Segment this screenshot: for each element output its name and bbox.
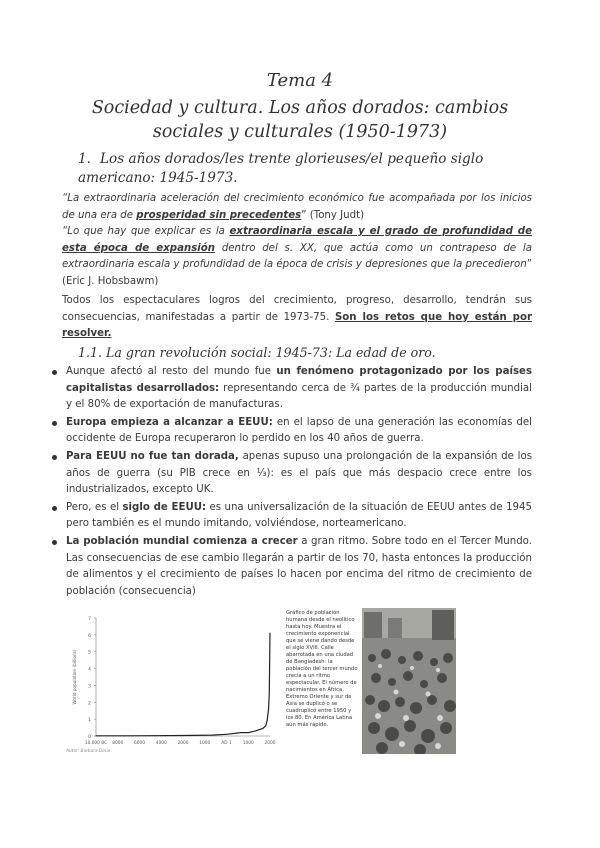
y-tick-label: 1	[88, 718, 91, 724]
x-tick-label: 8000	[112, 741, 124, 746]
section-number: 1.	[78, 151, 91, 167]
y-tick-label: 5	[88, 650, 91, 656]
document-title: Tema 4	[266, 70, 334, 91]
data-point	[226, 734, 227, 735]
quote-hobsbawm	[62, 224, 532, 290]
paragraph-emphasis: Son los retos que hoy están por resolver.	[62, 311, 532, 340]
y-tick-label: 4	[88, 667, 91, 673]
y-tick-label: 2	[88, 701, 91, 707]
x-tick-label: 2000	[177, 741, 189, 746]
data-point	[183, 735, 184, 736]
population-series-line	[96, 633, 270, 736]
quote-emphasis: extraordinaria escala y el grado de profundidad de esta época de expansión	[62, 226, 532, 254]
data-point	[269, 693, 270, 694]
data-point	[96, 735, 97, 736]
data-point	[248, 732, 249, 733]
quote-judt	[62, 191, 532, 224]
list-item: Aunque afectó al resto del mundo fue un fenómeno protagonizado por los países capitalistas desarrollados: representando cerca de ¾ partes de la producción mundial y el 80% de exportación de manufacturas.	[52, 364, 532, 414]
x-tick-label: 10.000 BC	[84, 741, 108, 746]
section-heading-1-1: 1.1. La gran revolución social: 1945-73: La edad de oro.	[78, 345, 436, 360]
data-point	[267, 720, 268, 721]
quote-author: ” (Eric J. Hobsbawm)	[62, 259, 532, 287]
y-tick-label: 0	[88, 735, 91, 740]
x-tick-label: 1000	[242, 741, 254, 746]
list-item: Para EEUU no fue tan dorada, apenas supuso una prolongación de la expansión de los años de guerra (su PIB crece en ⅓): es el país que más despacio crece entre los industrializados, excepto UK.	[52, 449, 532, 499]
section-title: Los años dorados/les trente glorieuses/el pequeño siglo americano: 1945-1973.	[78, 151, 484, 186]
figure-caption: Gráfico de población humana desde el neolítico hasta hoy. Muestra el crecimiento exponencial que se viene dando desde el siglo XVIII. Calle abarrotada en una ciudad de Bangladesh: la población del tercer mundo crecía a un ritmo espectacular. El número de nacimientos en África, Extremo Oriente y sur de Asia se duplicó o se cuadruplicó entre 1950 y los 80. En América Latina aún más rápido.	[286, 610, 358, 728]
x-tick-label: 4000	[155, 741, 167, 746]
x-tick-label: 6000	[134, 741, 145, 746]
x-tick-label: 1000	[199, 741, 211, 746]
chart-source: Autor: Barbara Dinar	[66, 749, 111, 754]
section-heading-1	[78, 150, 548, 188]
data-point	[125, 735, 126, 736]
y-axis-label: World population (billions)	[72, 649, 77, 705]
data-point	[270, 633, 271, 634]
intro-paragraph	[62, 293, 532, 343]
quote-emphasis: prosperidad sin precedentes	[136, 209, 302, 221]
population-chart	[64, 608, 280, 754]
quote-text: “La extraordinaria aceleración del crecimiento económico fue acompañada por los inicios de una era de	[62, 193, 532, 221]
paragraph-text: Todos los espectaculares logros del crecimiento, progreso, desarrollo, tendrán sus consecuencias, manifestadas a partir de 1973-75.	[62, 295, 532, 323]
document-subtitle: Sociedad y cultura. Los años dorados: cambios sociales y culturales (1950-1973)	[91, 98, 509, 142]
quote-author: ” (Tony Judt)	[301, 209, 365, 221]
data-point	[255, 730, 256, 731]
data-point	[241, 732, 242, 733]
bullet-list	[52, 364, 532, 601]
list-item: La población mundial comienza a crecer a gran ritmo. Sobre todo en el Tercer Mundo. Las consecuencias de ese cambio llegarán a partir de los 70, hasta entonces la producción de alimentos y el crecimiento de países lo hacen por encima del ritmo de crecimiento de población (consecuencia)	[52, 534, 532, 600]
data-point	[268, 709, 269, 710]
y-tick-label: 7	[88, 617, 91, 622]
list-item: Pero, es el siglo de EEUU: es una universalización de la situación de EEUU antes de 1945 pero también es el mundo imitando, volviéndose, norteamericano.	[52, 500, 532, 533]
x-tick-label: 2000	[264, 741, 276, 746]
data-point	[265, 725, 266, 726]
y-tick-label: 6	[88, 633, 91, 639]
list-item: Europa empieza a alcanzar a EEUU: en el lapso de una generación las economías del occidente de Europa recuperaron lo perdido en los 40 años de guerra.	[52, 415, 532, 448]
crowded-street-photo	[362, 608, 456, 754]
quote-text: “Lo que hay que explicar es la	[62, 226, 230, 237]
data-point	[212, 735, 213, 736]
quote-text-cont: dentro del s. XX, que actúa como un contrapeso de la extraordinaria escala y profundidad de la época de crisis y depresiones que la precedieron	[62, 242, 533, 271]
data-point	[262, 728, 263, 729]
data-point	[154, 735, 155, 736]
x-tick-label: AD 1	[221, 741, 232, 746]
y-tick-label: 3	[88, 684, 91, 690]
